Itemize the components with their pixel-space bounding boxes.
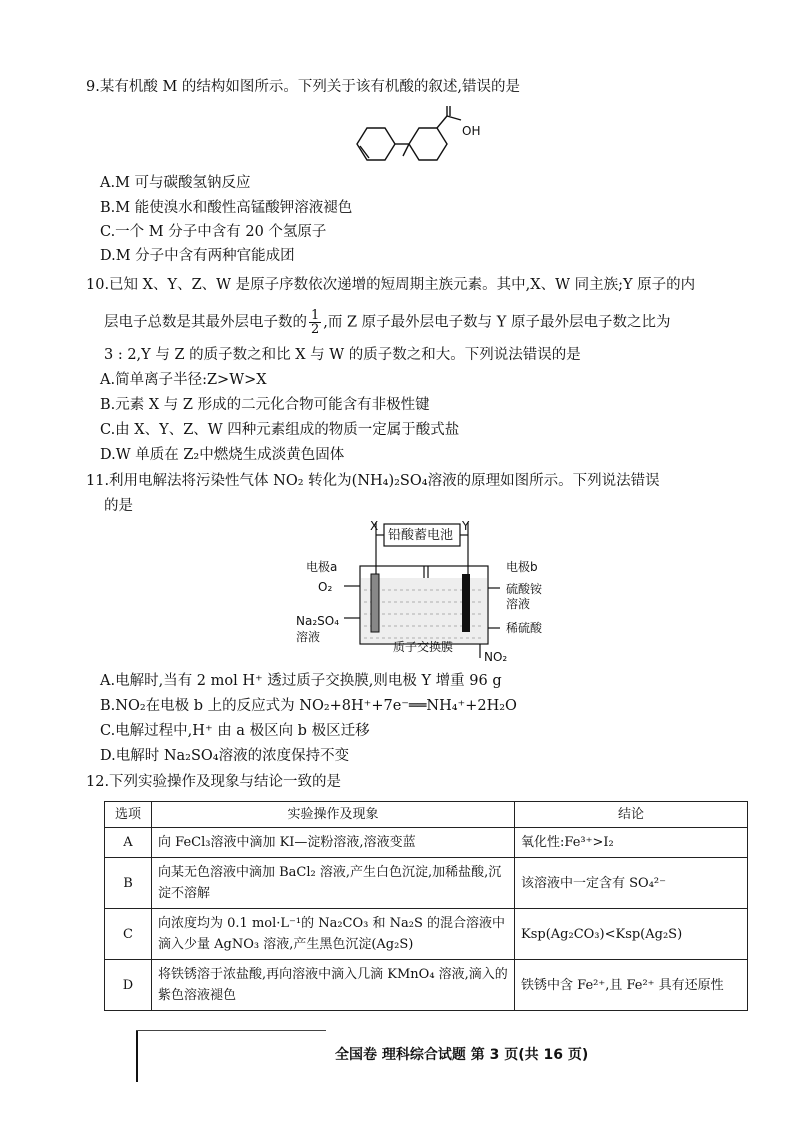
o2-label: O₂: [318, 580, 333, 594]
header-conclusion: 结论: [515, 802, 748, 828]
q9-option-d: D.M 分子中含有两种官能成团: [100, 248, 295, 264]
q9-stem: 9.某有机酸 M 的结构如图所示。下列关于该有机酸的叙述,错误的是: [86, 79, 521, 95]
row-option: D: [105, 960, 152, 1011]
row-conclusion: 该溶液中一定含有 SO₄²⁻: [515, 858, 748, 909]
battery-label: 铅酸蓄电池: [388, 528, 454, 543]
row-conclusion: 氧化性:Fe³⁺>I₂: [515, 828, 748, 858]
q11-line1: 11.利用电解法将污染性气体 NO₂ 转化为(NH₄)₂SO₄溶液的原理如图所示。下列说法错误: [86, 473, 660, 489]
q11-line2: 的是: [104, 498, 133, 514]
row-option: B: [105, 858, 152, 909]
row-option: C: [105, 909, 152, 960]
q10-line2: [104, 309, 670, 336]
fraction-numerator: 1: [311, 308, 320, 323]
q10-line1: 10.已知 X、Y、Z、W 是原子序数依次递增的短周期主族元素。其中,X、W 同主族;Y 原子的内: [86, 277, 696, 293]
row-operation: 向某无色溶液中滴加 BaCl₂ 溶液,产生白色沉淀,加稀盐酸,沉淀不溶解: [152, 858, 515, 909]
ammonium-sulfate-label-1: 硫酸铵: [506, 582, 543, 596]
scan-mark-horizontal: [136, 1030, 326, 1031]
table-row: [105, 828, 748, 858]
q10-line3: 3 : 2,Y 与 Z 的质子数之和比 X 与 W 的质子数之和大。下列说法错误的是: [104, 347, 581, 363]
na2so4-label-2: 溶液: [296, 630, 321, 644]
electrode-a-label: 电极a: [306, 560, 338, 574]
table-row: [105, 858, 748, 909]
row-conclusion: 铁锈中含 Fe²⁺,且 Fe²⁺ 具有还原性: [515, 960, 748, 1011]
q10-option-a: A.简单离子半径:Z>W>X: [100, 372, 267, 388]
table-header-row: [105, 802, 748, 828]
table-row: [105, 960, 748, 1011]
header-option: 选项: [105, 802, 152, 828]
q11-option-b: B.NO₂在电极 b 上的反应式为 NO₂+8H⁺+7e⁻══NH₄⁺+2H₂O: [100, 698, 517, 714]
row-operation: 向浓度均为 0.1 mol·L⁻¹的 Na₂CO₃ 和 Na₂S 的混合溶液中滴入少量 AgNO₃ 溶液,产生黑色沉淀(Ag₂S): [152, 909, 515, 960]
fraction: [309, 309, 321, 336]
q11-option-a: A.电解时,当有 2 mol H⁺ 透过质子交换膜,则电极 Y 增重 96 g: [100, 673, 502, 689]
row-option: A: [105, 828, 152, 858]
q10-option-c: C.由 X、Y、Z、W 四种元素组成的物质一定属于酸式盐: [100, 422, 460, 438]
experiment-table: [104, 801, 748, 1011]
row-operation: 向 FeCl₃溶液中滴加 KI—淀粉溶液,溶液变蓝: [152, 828, 515, 858]
header-operation: 实验操作及现象: [152, 802, 515, 828]
row-operation: 将铁锈溶于浓盐酸,再向溶液中滴入几滴 KMnO₄ 溶液,滴入的紫色溶液褪色: [152, 960, 515, 1011]
q12-stem: 12.下列实验操作及现象与结论一致的是: [86, 774, 342, 790]
no2-label: NO₂: [484, 650, 508, 664]
q9-option-a: A.M 可与碳酸氢钠反应: [100, 175, 251, 191]
row-conclusion: Ksp(Ag₂CO₃)<Ksp(Ag₂S): [515, 909, 748, 960]
q10-option-b: B.元素 X 与 Z 形成的二元化合物可能含有非极性键: [100, 397, 430, 413]
q10-option-d: D.W 单质在 Z₂中燃烧生成淡黄色固体: [100, 447, 345, 463]
ammonium-sulfate-label-2: 溶液: [506, 597, 531, 611]
scan-mark-vertical: [136, 1030, 138, 1082]
page-footer: 全国卷 理科综合试题 第 3 页(共 16 页): [335, 1047, 589, 1063]
table-row: [105, 909, 748, 960]
q10-line2a: 层电子总数是其最外层电子数的: [104, 314, 307, 331]
na2so4-label-1: Na₂SO₄: [296, 614, 340, 628]
electrode-b-label: 电极b: [506, 560, 538, 574]
terminal-y: Y: [462, 519, 470, 533]
q11-option-c: C.电解过程中,H⁺ 由 a 极区向 b 极区迁移: [100, 723, 370, 739]
q9-option-b: B.M 能使溴水和酸性高锰酸钾溶液褪色: [100, 200, 353, 216]
q11-option-d: D.电解时 Na₂SO₄溶液的浓度保持不变: [100, 748, 350, 764]
molecule-structure: [345, 106, 495, 174]
q10-line2b: ,而 Z 原子最外层电子数与 Y 原子最外层电子数之比为: [323, 314, 671, 331]
oh-label: OH: [462, 124, 481, 138]
q9-option-c: C.一个 M 分子中含有 20 个氢原子: [100, 224, 327, 240]
terminal-x: X: [370, 519, 379, 533]
dilute-acid-label: 稀硫酸: [506, 621, 543, 635]
membrane-label: 质子交换膜: [393, 640, 454, 654]
fraction-denominator: 2: [311, 322, 320, 337]
